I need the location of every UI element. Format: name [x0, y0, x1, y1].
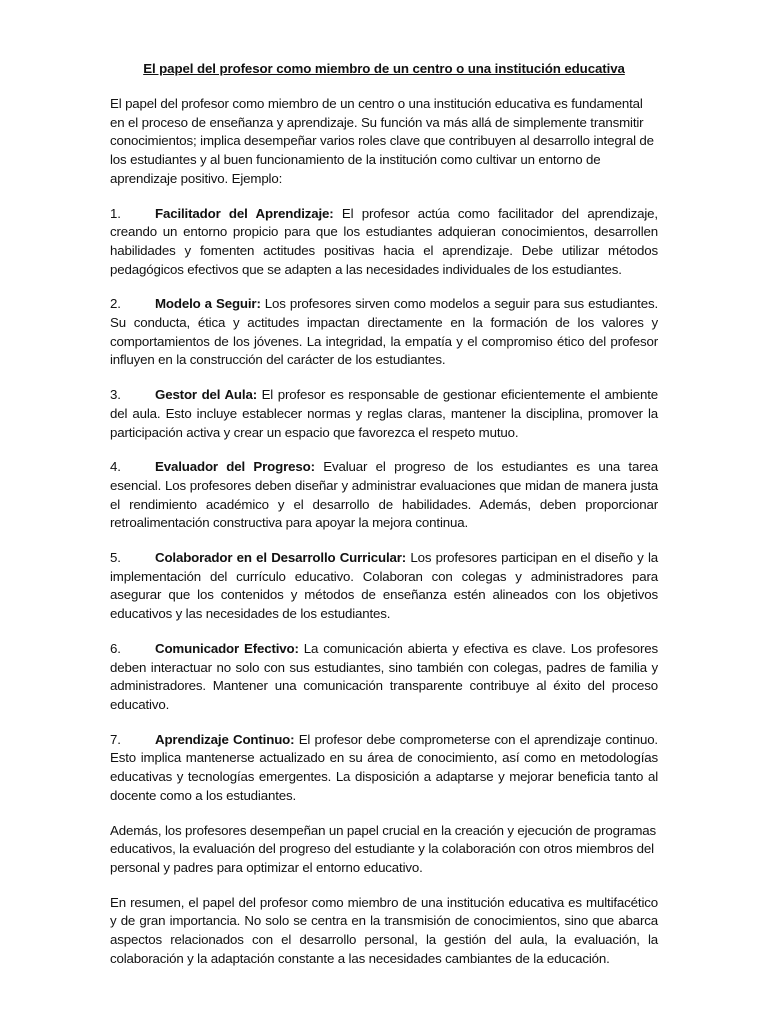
item-text: El profesor actúa como facilitador del aprendizaje, creando un entorno propicio para que los estudiantes adquieran conocimientos, desarrollen habilidades y fomenten actitudes positivas hacia el aprendizaje. Debe utilizar métodos pedagógicos efectivos que se adapten a las necesidades individuales de los estudiantes. — [110, 205, 658, 277]
list-item — [110, 731, 658, 806]
list-item — [110, 549, 658, 624]
item-text: El profesor debe comprometerse con el aprendizaje continuo. Esto implica mantenerse actualizado en su área de conocimiento, así como en metodologías educativas y tecnologías emergentes. La disposición a adaptarse y mejorar beneficia tanto al docente como a los estudiantes. — [110, 731, 658, 803]
item-text: Los profesores sirven como modelos a seguir para sus estudiantes. Su conducta, ética y actitudes impactan directamente en la formación de los valores y comportamientos de los jóvenes. La integridad, la empatía y el compromiso ético del profesor influyen en la construcción del carácter de los estudiantes. — [110, 296, 658, 368]
closing-paragraph-1: Además, los profesores desempeñan un papel crucial en la creación y ejecución de programas educativos, la evaluación del progreso del estudiante y la colaboración con otros miembros del personal y padres para optimizar el entorno educativo. — [110, 822, 657, 875]
item-term: Evaluador del Progreso: — [155, 459, 315, 475]
item-term: Colaborador en el Desarrollo Curricular: — [155, 550, 407, 566]
document-title: El papel del profesor como miembro de un centro o una institución educativa — [143, 61, 625, 76]
list-item — [110, 205, 658, 280]
item-text: El profesor es responsable de gestionar eficientemente el ambiente del aula. Esto incluye establecer normas y reglas claras, mantener la disciplina, promover la participación activa y crear un espacio que favorezca el respeto mutuo. — [110, 387, 658, 440]
list-item — [110, 295, 658, 370]
item-term: Aprendizaje Continuo: — [155, 731, 295, 747]
item-number: 5. — [110, 550, 121, 566]
item-number: 4. — [110, 459, 121, 475]
item-number: 3. — [110, 387, 121, 403]
item-number: 6. — [110, 640, 121, 656]
item-text: Evaluar el progreso de los estudiantes es una tarea esencial. Los profesores deben diseñar y administrar evaluaciones que midan de manera justa el rendimiento académico y el desarrollo de habilidades. Además, deben proporcionar retroalimentación constructiva para apoyar la mejora continua. — [110, 459, 658, 531]
item-term: Comunicador Efectivo: — [155, 640, 299, 656]
intro-paragraph: El papel del profesor como miembro de un centro o una institución educativa es fundamental en el proceso de enseñanza y aprendizaje. Su función va más allá de simplemente transmitir conocimientos; implica desempeñar varios roles clave que contribuyen al desarrollo integral de los estudiantes y al buen funcionamiento de la institución como cultivar un entorno de aprendizaje positivo. Ejemplo: — [110, 96, 654, 186]
closing-paragraph-2: En resumen, el papel del profesor como miembro de una institución educativa es multifacético y de gran importancia. No solo se centra en la transmisión de conocimientos, sino que abarca aspectos relacionados con el desarrollo personal, la gestión del aula, la evaluación, la colaboración y la adaptación constante a las necesidades cambiantes de la educación. — [110, 894, 658, 966]
item-text: Los profesores participan en el diseño y la implementación del currículo educativo. Colaboran con colegas y administradores para asegurar que los contenidos y métodos de enseñanza estén alineados con los objetivos educativos y las necesidades de los estudiantes. — [110, 550, 658, 622]
item-number: 2. — [110, 296, 121, 312]
list-item — [110, 386, 658, 442]
item-term: Modelo a Seguir: — [155, 296, 261, 312]
item-number: 7. — [110, 731, 121, 747]
list-item — [110, 458, 658, 533]
item-term: Facilitador del Aprendizaje: — [155, 205, 334, 221]
item-term: Gestor del Aula: — [155, 387, 257, 403]
item-text: La comunicación abierta y efectiva es clave. Los profesores deben interactuar no solo con sus estudiantes, sino también con colegas, padres de familia y administradores. Mantener una comunicación transparente contribuye al éxito del proceso educativo. — [110, 640, 658, 712]
item-number: 1. — [110, 205, 121, 221]
list-item — [110, 640, 658, 715]
